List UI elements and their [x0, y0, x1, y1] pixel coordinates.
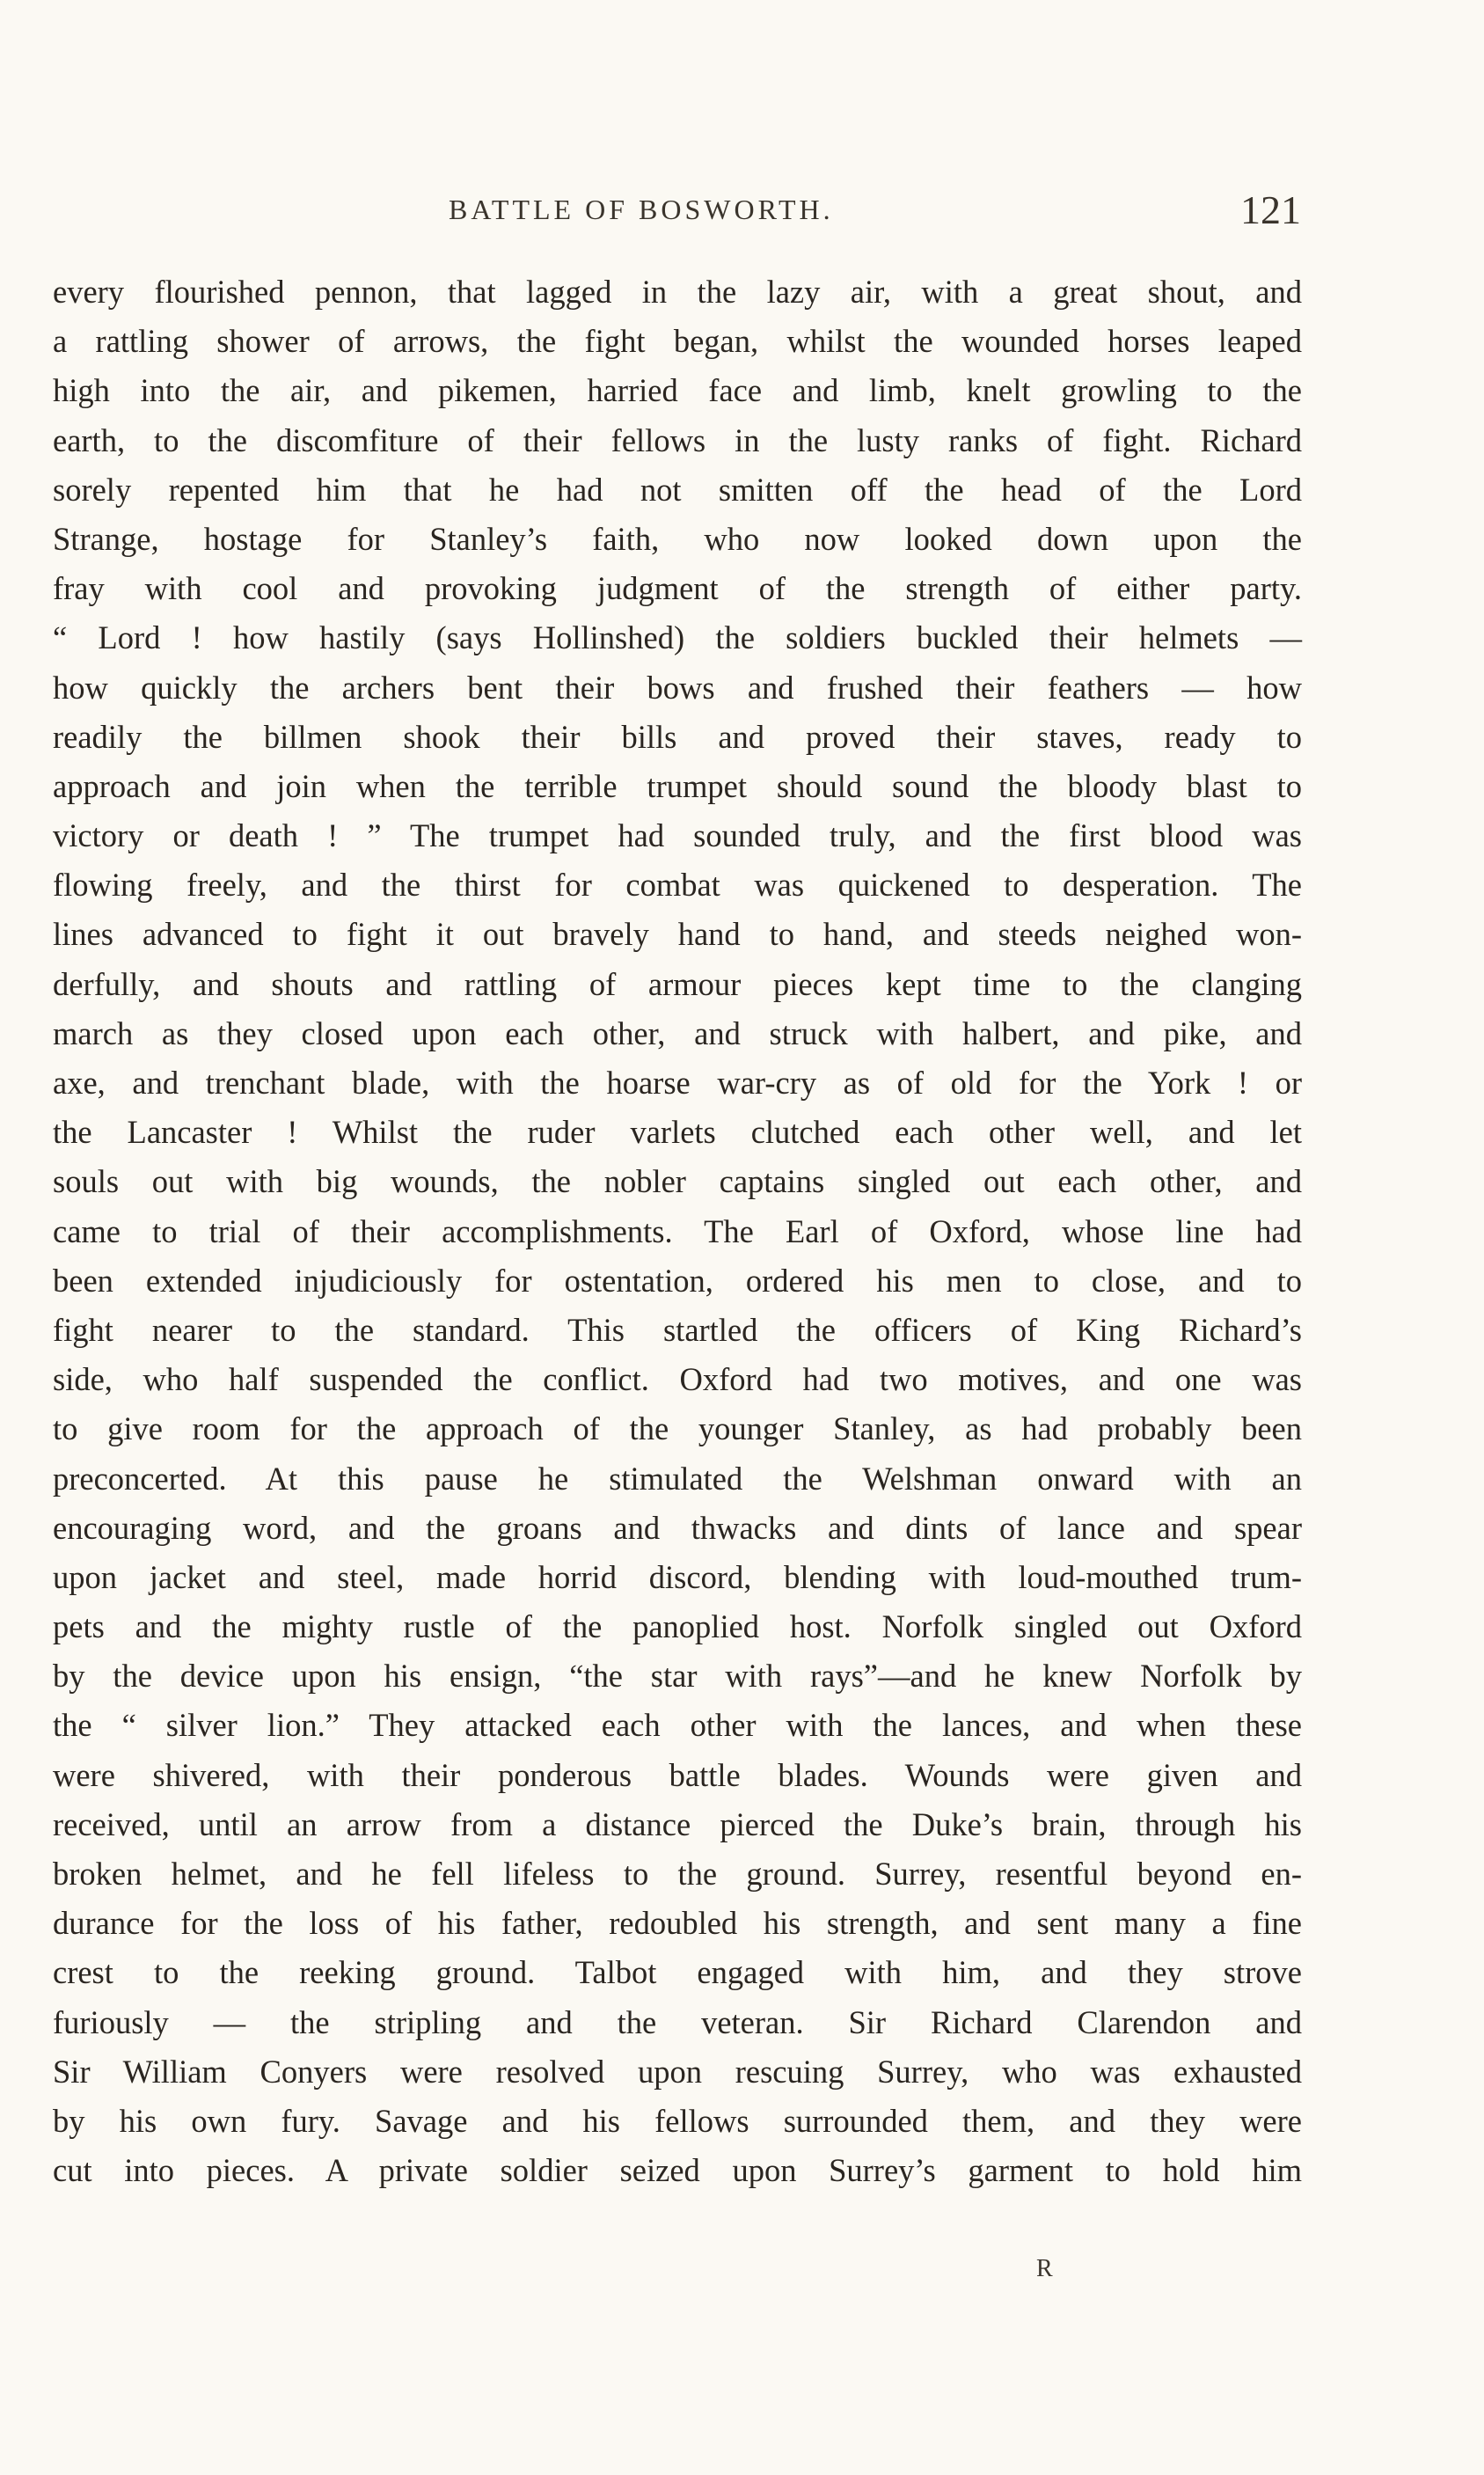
text-line: sorely repented him that he had not smitten off the head of the Lord — [53, 471, 1302, 508]
text-line: “ Lord ! how hastily (says Hollinshed) the soldiers buckled their helmets — — [53, 619, 1302, 656]
text-line: every flourished pennon, that lagged in the lazy air, with a great shout, and — [53, 274, 1302, 310]
text-line: received, until an arrow from a distance pierced the Duke’s brain, through his — [53, 1805, 1302, 1842]
text-line: Strange, hostage for Stanley’s faith, who now looked down upon the — [53, 520, 1302, 557]
text-line: crest to the reeking ground. Talbot engaged with him, and they strove — [53, 1954, 1302, 1991]
text-line: high into the air, and pikemen, harried face and limb, knelt growling to the — [53, 372, 1302, 409]
text-line: flowing freely, and the thirst for combat was quickened to desperation. The — [53, 867, 1302, 904]
text-line: broken helmet, and he fell lifeless to the ground. Surrey, resentful beyond en- — [53, 1856, 1302, 1892]
signature-mark: R — [1036, 2255, 1053, 2282]
text-line: derfully, and shouts and rattling of armour pieces kept time to the clanging — [53, 965, 1302, 1002]
text-line: side, who half suspended the conflict. Oxford had two motives, and one was — [53, 1361, 1302, 1398]
text-line: fight nearer to the standard. This startled the officers of King Richard’s — [53, 1311, 1302, 1348]
text-line: by his own fury. Savage and his fellows surrounded them, and they were — [53, 2102, 1302, 2139]
text-line: lines advanced to fight it out bravely hand to hand, and steeds neighed won- — [53, 916, 1302, 953]
text-line: furiously — the stripling and the veteran. Sir Richard Clarendon and — [53, 2003, 1302, 2040]
running-title: BATTLE OF BOSWORTH. — [449, 194, 834, 225]
text-line: victory or death ! ” The trumpet had sounded truly, and the first blood was — [53, 817, 1302, 854]
text-line: Sir William Conyers were resolved upon rescuing Surrey, who was exhausted — [53, 2053, 1302, 2090]
text-line: upon jacket and steel, made horrid discord, blending with loud-mouthed trum- — [53, 1558, 1302, 1595]
text-line: how quickly the archers bent their bows and frushed their feathers — how — [53, 669, 1302, 706]
text-line: by the device upon his ensign, “the star with rays”—and he knew Norfolk by — [53, 1658, 1302, 1695]
text-line: fray with cool and provoking judgment of the strength of either party. — [53, 570, 1302, 607]
text-line: readily the billmen shook their bills and proved their staves, ready to — [53, 718, 1302, 755]
text-line: durance for the loss of his father, redoubled his strength, and sent many a fine — [53, 1905, 1302, 1942]
page-number: 121 — [1240, 187, 1301, 232]
text-line: were shivered, with their ponderous battle blades. Wounds were given and — [53, 1756, 1302, 1793]
text-line: came to trial of their accomplishments. The Earl of Oxford, whose line had — [53, 1212, 1302, 1249]
text-line: to give room for the approach of the younger Stanley, as had probably been — [53, 1410, 1302, 1447]
text-line: pets and the mighty rustle of the panoplied host. Norfolk singled out Oxford — [53, 1608, 1302, 1645]
text-line: souls out with big wounds, the nobler captains singled out each other, and — [53, 1163, 1302, 1200]
text-line: a rattling shower of arrows, the fight began, whilst the wounded horses leaped — [53, 323, 1302, 360]
text-line: axe, and trenchant blade, with the hoarse war-cry as of old for the York ! or — [53, 1065, 1302, 1101]
text-line: cut into pieces. A private soldier seized upon Surrey’s garment to hold him — [53, 2152, 1302, 2189]
text-line: approach and join when the terrible trumpet should sound the bloody blast to — [53, 767, 1302, 804]
running-head — [0, 187, 1484, 239]
text-line: earth, to the discomfiture of their fellows in the lusty ranks of fight. Richard — [53, 421, 1302, 458]
text-line: encouraging word, and the groans and thwacks and dints of lance and spear — [53, 1509, 1302, 1546]
body-text — [53, 267, 1302, 2195]
text-line: been extended injudiciously for ostentation, ordered his men to close, and to — [53, 1262, 1302, 1299]
text-line: march as they closed upon each other, and struck with halbert, and pike, and — [53, 1014, 1302, 1051]
text-line: preconcerted. At this pause he stimulated the Welshman onward with an — [53, 1460, 1302, 1497]
text-line: the “ silver lion.” They attacked each other with the lances, and when these — [53, 1707, 1302, 1744]
text-line: the Lancaster ! Whilst the ruder varlets clutched each other well, and let — [53, 1114, 1302, 1151]
